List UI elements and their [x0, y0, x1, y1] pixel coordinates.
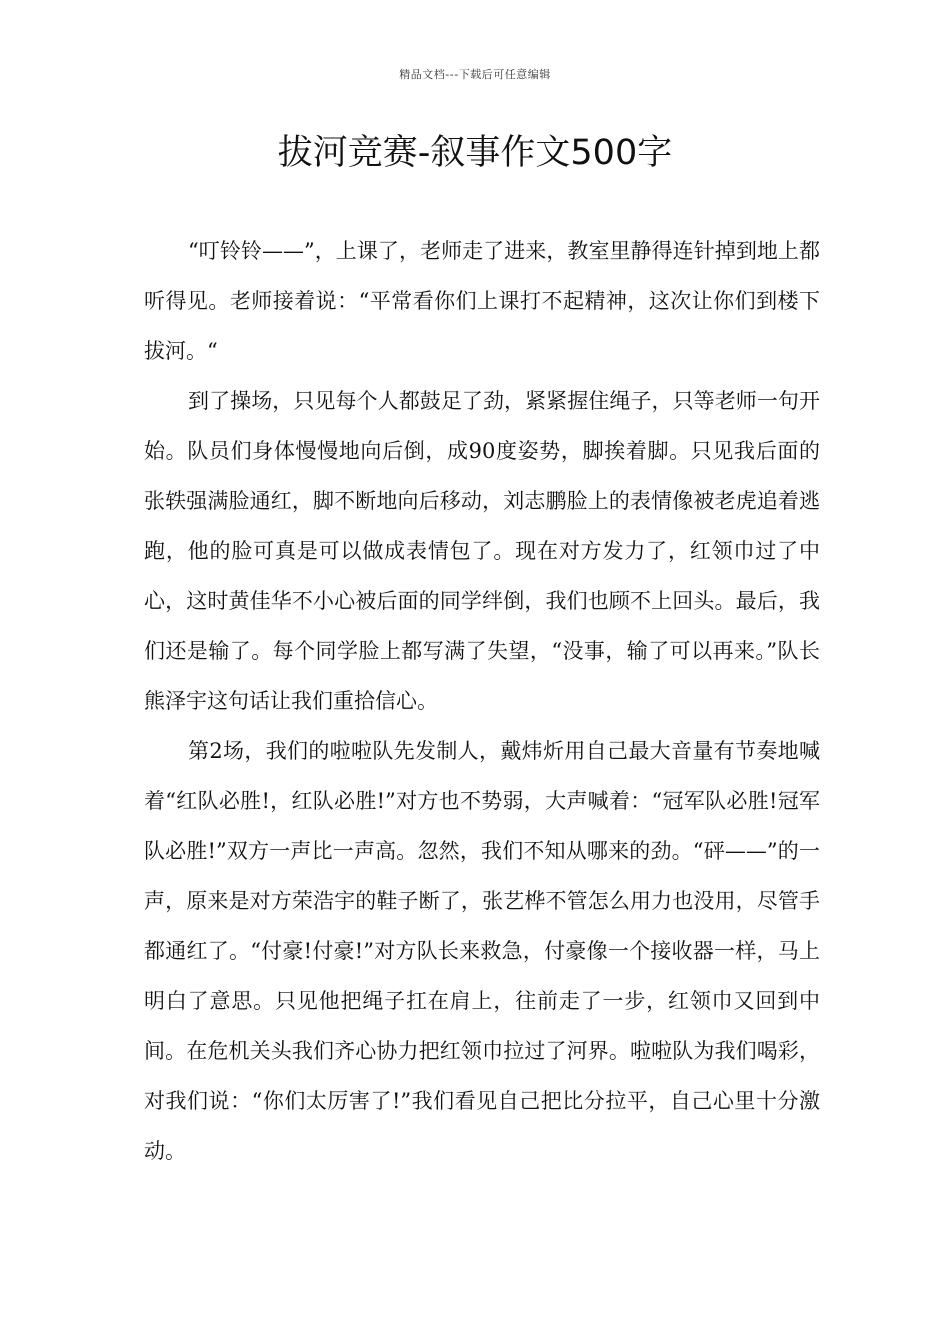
article-body	[144, 226, 820, 1176]
paragraph: 第2场，我们的啦啦队先发制人，戴炜炘用自己最大音量有节奏地喊着“红队必胜!，红队必胜!”对方也不势弱，大声喊着：“冠军队必胜!冠军队必胜!”双方一声比一声高。忽然，我们不知从哪来的劲。“砰——”的一声，原来是对方荣浩宇的鞋子断了，张艺桦不管怎么用力也没用，尽管手都通红了。“付豪!付豪!”对方队长来救急，付豪像一个接收器一样，马上明白了意思。只见他把绳子扛在肩上，往前走了一步，红领巾又回到中间。在危机关头我们齐心协力把红领巾拉过了河界。啦啦队为我们喝彩，对我们说：“你们太厉害了!”我们看见自己把比分拉平，自己心里十分激动。	[144, 739, 820, 1163]
paragraph: “叮铃铃——”，上课了，老师走了进来，教室里静得连针掉到地上都听得见。老师接着说：“平常看你们上课打不起精神，这次让你们到楼下拔河。“	[144, 239, 820, 363]
page-title: 拔河竞赛-叙事作文500字	[277, 133, 673, 173]
header-note: 精品文档---下载后可任意编辑	[399, 68, 551, 81]
paragraph: 到了操场，只见每个人都鼓足了劲，紧紧握住绳子，只等老师一句开始。队员们身体慢慢地向后倒，成90度姿势，脚挨着脚。只见我后面的张轶强满脸通红，脚不断地向后移动，刘志鹏脸上的表情像被老虎追着逃跑，他的脸可真是可以做成表情包了。现在对方发力了，红领巾过了中心，这时黄佳华不小心被后面的同学绊倒，我们也顾不上回头。最后，我们还是输了。每个同学脸上都写满了失望，“没事，输了可以再来。”队长熊泽宇这句话让我们重拾信心。	[144, 389, 820, 713]
